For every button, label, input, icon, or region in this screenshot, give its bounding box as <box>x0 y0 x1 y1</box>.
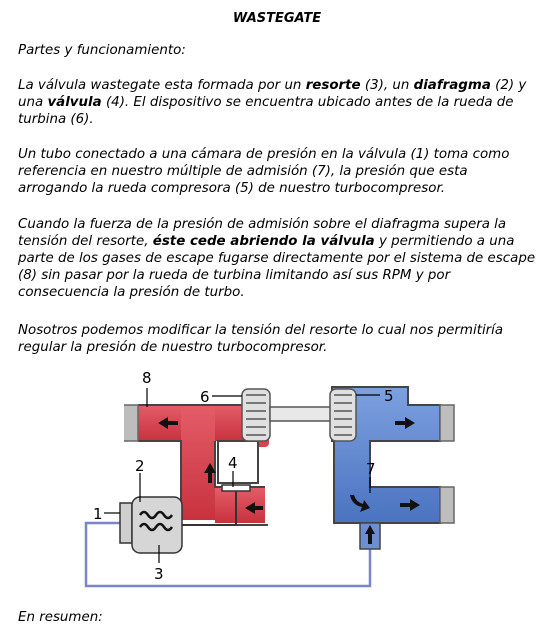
p1-text-4: (4). El dispositivo se encuentra ubicado antes de la rueda de turbina (6). <box>18 95 514 127</box>
bold-diafragma: diafragma <box>413 78 491 93</box>
compressor-wheel <box>330 389 356 441</box>
label-5: 5 <box>384 387 394 405</box>
section-subtitle: Partes y funcionamiento: <box>18 43 186 58</box>
label-8: 8 <box>142 369 152 387</box>
label-4: 4 <box>228 454 238 472</box>
turbo-shaft <box>270 407 332 421</box>
paragraph-pressure-tube: Un tubo conectado a una cámara de presión en la válvula (1) toma como referencia en nuestro múltiple de admisión (7), la presión que esta arrogando la rueda compresora (5) de nuestro turbocompresor. <box>18 147 510 196</box>
p1-text-1: La válvula wastegate esta formada por un <box>18 78 306 93</box>
summary-heading: En resumen: <box>18 610 103 625</box>
p1-text-3: (2) y una <box>18 78 527 110</box>
paragraph-operation <box>18 216 538 301</box>
paragraph-adjustment: Nosotros podemos modificar la tensión del resorte lo cual nos permitiría regular la presión de nuestro turbocompresor. <box>18 323 504 355</box>
p3-text-1: Cuando la fuerza de la presión de admisión sobre el diafragma supera la tensión del resorte, <box>18 217 507 249</box>
wastegate-diagram <box>0 365 554 605</box>
label-3: 3 <box>154 565 164 583</box>
paragraph-components <box>18 77 538 128</box>
label-6: 6 <box>200 388 210 406</box>
bold-resorte: resorte <box>305 78 361 93</box>
bold-valvula: válvula <box>47 95 102 110</box>
p1-text-2: (3), un <box>360 78 414 93</box>
label-2: 2 <box>135 457 145 475</box>
label-1: 1 <box>93 505 103 523</box>
turbine-wheel <box>242 389 270 441</box>
p3-text-2: y permitiendo a una parte de los gases de escape fugarse directamente por el sistema de escape (8) sin pasar por la rueda de turbina limitando así sus RPM y por consecuencia la presión de turbo. <box>18 234 536 300</box>
page-title: WASTEGATE <box>232 11 322 26</box>
label-7: 7 <box>366 460 376 478</box>
bold-valve-opens: éste cede abriendo la válvula <box>152 234 375 249</box>
